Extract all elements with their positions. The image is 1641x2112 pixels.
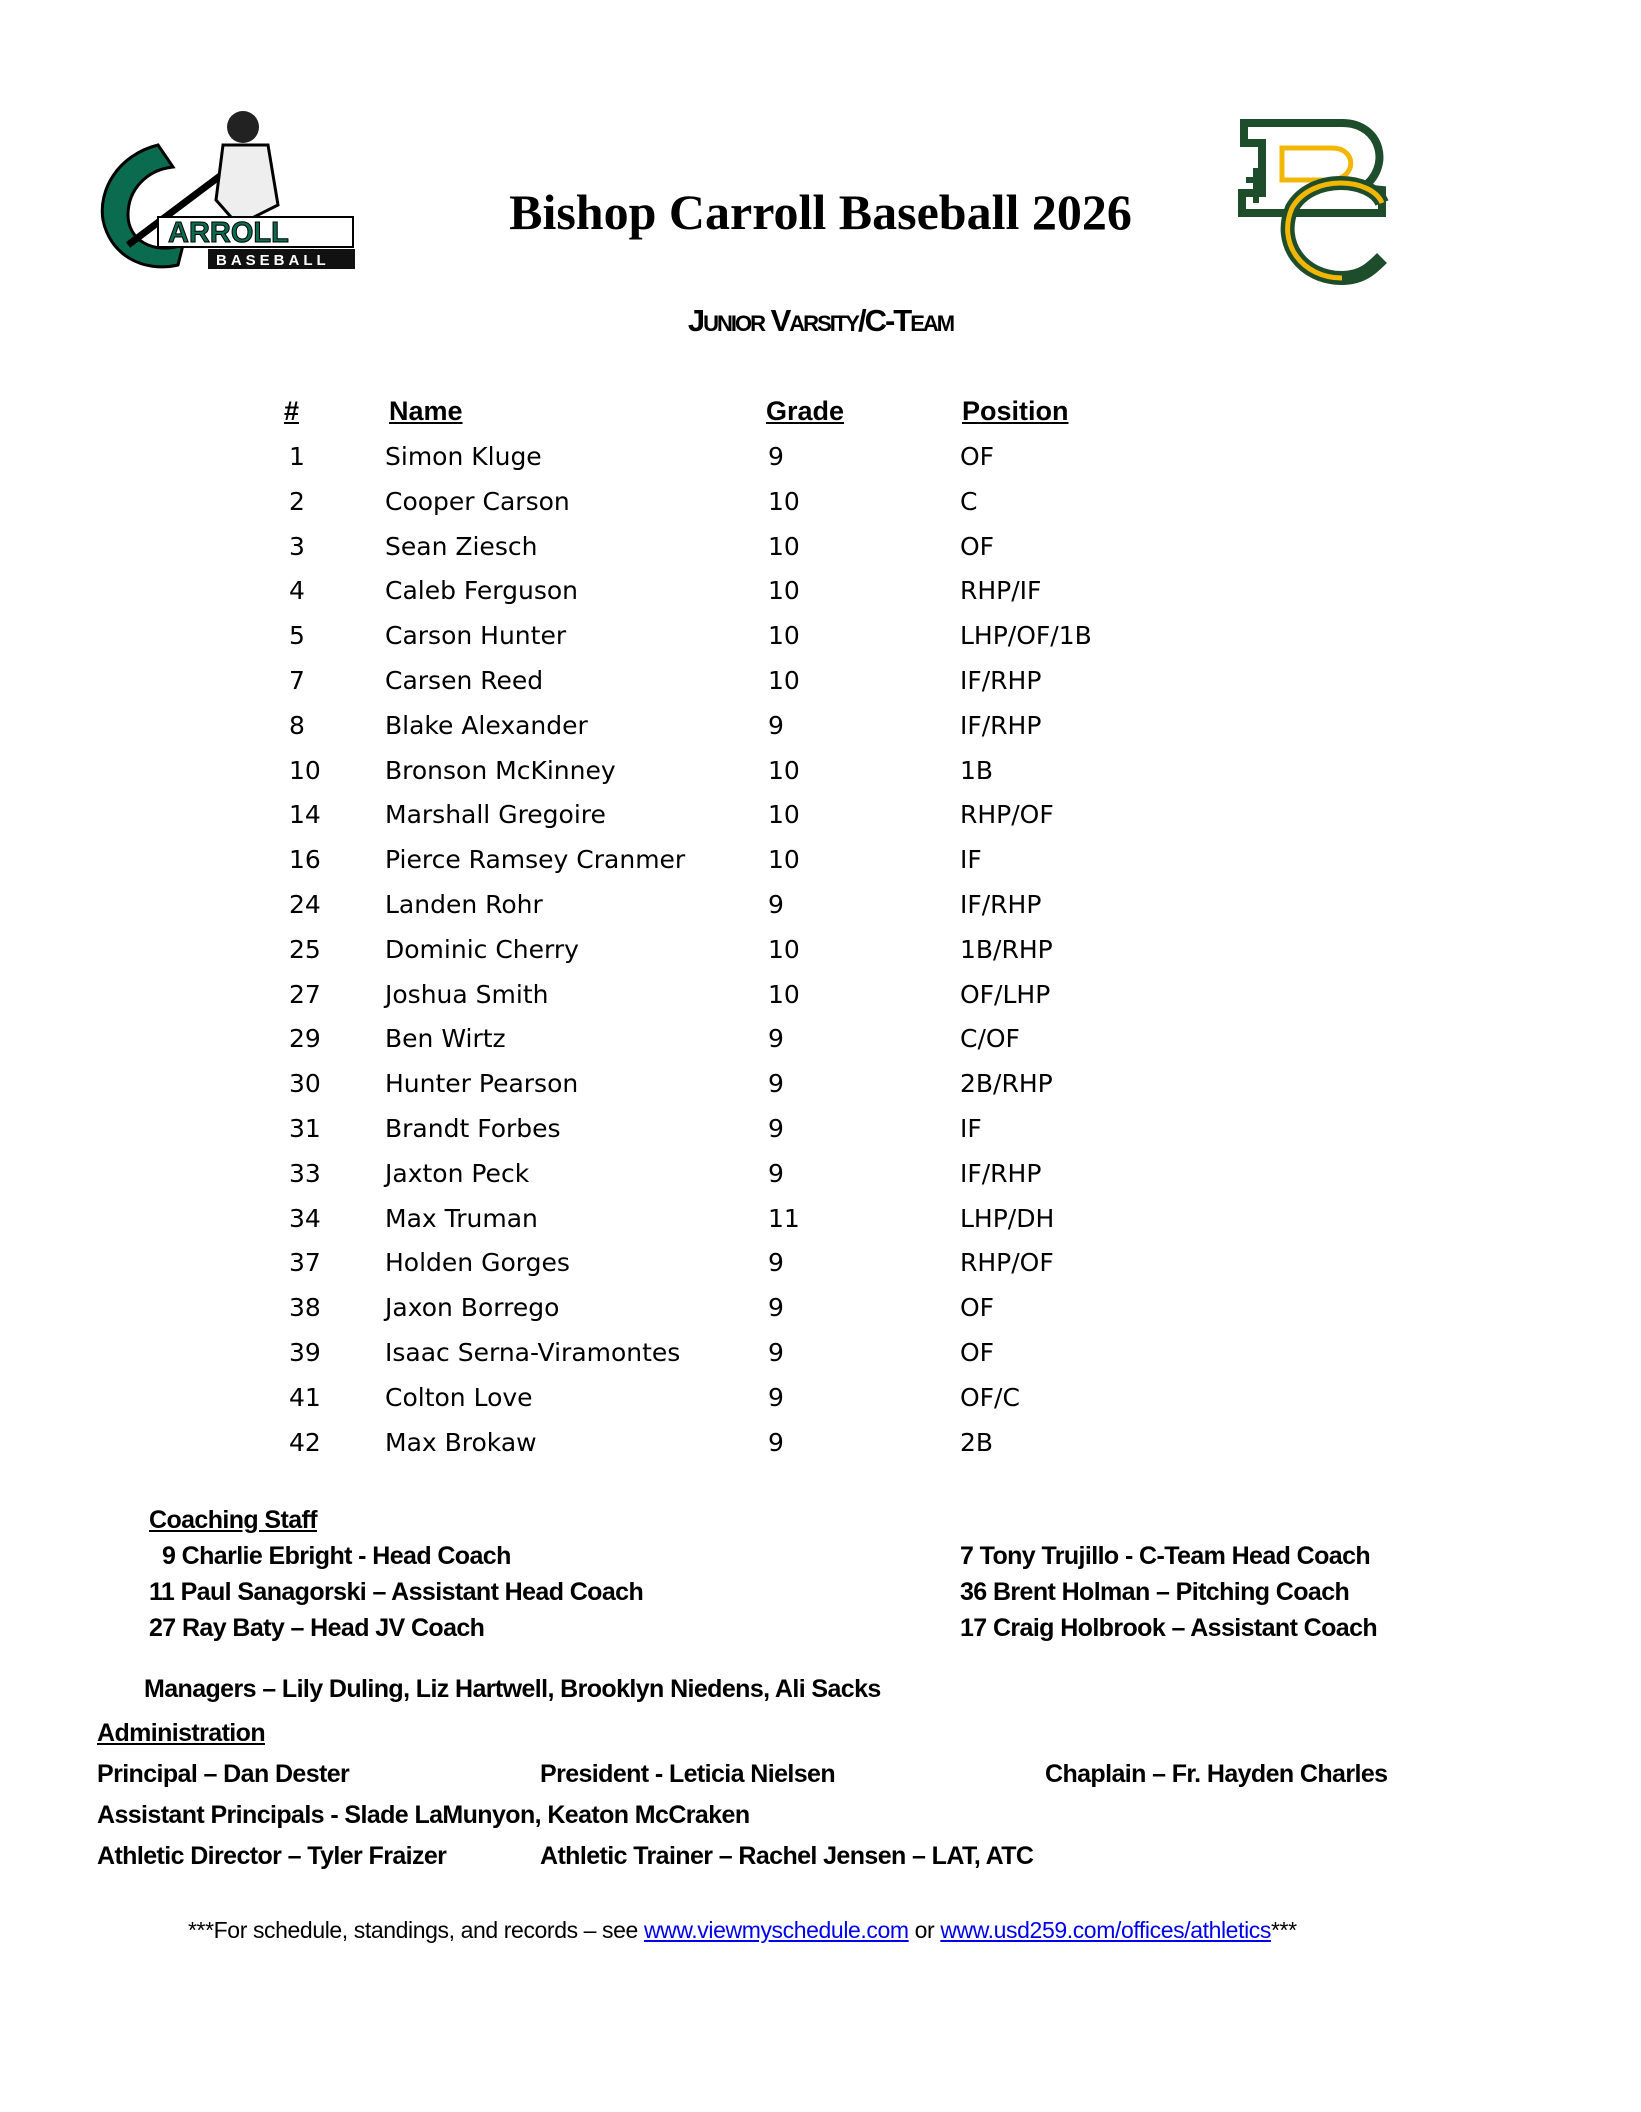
player-name: Blake Alexander (385, 710, 588, 740)
player-number: 5 (289, 621, 305, 651)
player-grade: 10 (768, 755, 800, 785)
player-grade: 10 (768, 800, 800, 830)
player-position: 2B/RHP (960, 1069, 1053, 1099)
player-number: 3 (289, 531, 305, 561)
player-name: Cooper Carson (385, 486, 570, 516)
player-number: 2 (289, 486, 305, 516)
player-grade: 9 (768, 1248, 784, 1278)
player-name: Holden Gorges (385, 1248, 570, 1278)
player-grade: 10 (768, 979, 800, 1009)
player-name: Max Brokaw (385, 1427, 537, 1457)
player-position: IF/RHP (960, 1158, 1042, 1188)
player-name: Carson Hunter (385, 621, 567, 651)
player-position: OF (960, 442, 995, 471)
footer-note (188, 1917, 1297, 1944)
player-number: 29 (289, 1024, 321, 1054)
athletic-director: Athletic Director – Tyler Fraizer (97, 1842, 447, 1870)
player-grade: 10 (768, 666, 800, 695)
player-position: 1B/RHP (960, 934, 1053, 964)
player-name: Colton Love (385, 1382, 533, 1412)
player-grade: 10 (768, 934, 800, 964)
player-grade: 11 (768, 1203, 800, 1233)
player-number: 1 (289, 442, 305, 471)
player-grade: 9 (768, 1114, 784, 1143)
player-position: LHP/DH (960, 1203, 1055, 1233)
player-position: OF (960, 1338, 995, 1367)
coach-line: 11 Paul Sanagorski – Assistant Head Coach (149, 1578, 644, 1606)
player-name: Landen Rohr (385, 890, 543, 919)
player-position: IF/RHP (960, 890, 1042, 919)
column-header-grade: Grade (766, 396, 845, 426)
player-position: OF/C (960, 1382, 1020, 1412)
player-name: Max Truman (385, 1203, 538, 1233)
column-header-name: Name (389, 396, 463, 426)
player-grade: 9 (768, 1427, 784, 1457)
player-name: Sean Ziesch (385, 531, 538, 561)
coach-line: 36 Brent Holman – Pitching Coach (960, 1578, 1350, 1606)
administration-heading: Administration (97, 1719, 265, 1747)
viewmyschedule-link[interactable]: www.viewmyschedule.com (643, 1917, 909, 1943)
coach-line: 7 Tony Trujillo - C-Team Head Coach (960, 1542, 1371, 1570)
column-header-position: Position (962, 396, 1069, 426)
player-grade: 10 (768, 486, 800, 516)
player-name: Carsen Reed (385, 666, 544, 695)
player-position: OF (960, 1293, 995, 1323)
player-position: RHP/OF (960, 1248, 1054, 1278)
svg-text:ARROLL: ARROLL (168, 217, 289, 249)
player-name: Simon Kluge (385, 442, 542, 471)
player-grade: 9 (768, 1293, 784, 1323)
player-position: C/OF (960, 1024, 1020, 1054)
player-position: OF/LHP (960, 979, 1051, 1009)
player-name: Isaac Serna-Viramontes (385, 1338, 681, 1367)
player-name: Caleb Ferguson (385, 576, 579, 606)
managers-line: Managers – Lily Duling, Liz Hartwell, Brooklyn Niedens, Ali Sacks (144, 1675, 881, 1703)
player-number: 16 (289, 845, 321, 875)
player-number: 14 (289, 800, 321, 830)
player-grade: 9 (768, 1338, 784, 1367)
player-grade: 9 (768, 1382, 784, 1412)
player-number: 24 (289, 890, 321, 919)
president: President - Leticia Nielsen (540, 1760, 836, 1788)
coach-line: 9 Charlie Ebright - Head Coach (162, 1542, 511, 1570)
player-number: 10 (289, 755, 321, 785)
player-grade: 9 (768, 890, 784, 919)
player-number: 25 (289, 934, 321, 964)
player-grade: 10 (768, 576, 800, 606)
coaching-staff-heading: Coaching Staff (149, 1506, 317, 1534)
player-position: IF (960, 845, 982, 875)
svg-text:BASEBALL: BASEBALL (216, 252, 330, 269)
player-name: Joshua Smith (385, 979, 549, 1009)
page-subtitle: Junior Varsity/C-Team (687, 303, 954, 338)
player-name: Ben Wirtz (385, 1024, 506, 1054)
player-position: IF/RHP (960, 666, 1042, 695)
coach-line: 17 Craig Holbrook – Assistant Coach (960, 1614, 1378, 1642)
coach-line: 27 Ray Baty – Head JV Coach (149, 1614, 485, 1642)
player-number: 41 (289, 1382, 321, 1412)
player-position: C (960, 486, 978, 516)
player-position: LHP/OF/1B (960, 621, 1092, 651)
player-number: 8 (289, 710, 305, 740)
player-number: 30 (289, 1069, 321, 1099)
footer-middle: or (908, 1917, 941, 1943)
player-position: 2B (960, 1427, 994, 1457)
player-name: Marshall Gregoire (385, 800, 606, 830)
player-number: 34 (289, 1203, 321, 1233)
player-name: Hunter Pearson (385, 1069, 579, 1099)
player-name: Pierce Ramsey Cranmer (385, 845, 686, 875)
player-name: Jaxton Peck (385, 1158, 530, 1188)
assistant-principals: Assistant Principals - Slade LaMunyon, Keaton McCraken (97, 1801, 750, 1829)
player-number: 37 (289, 1248, 321, 1278)
player-number: 42 (289, 1427, 321, 1457)
player-number: 33 (289, 1158, 321, 1188)
player-grade: 9 (768, 710, 784, 740)
player-position: IF (960, 1114, 982, 1143)
player-number: 38 (289, 1293, 321, 1323)
player-position: 1B (960, 755, 994, 785)
usd259-athletics-link[interactable]: www.usd259.com/offices/athletics (940, 1917, 1271, 1943)
player-grade: 10 (768, 845, 800, 875)
player-name: Jaxon Borrego (385, 1293, 560, 1323)
page-title: Bishop Carroll Baseball 2026 (509, 184, 1132, 240)
player-number: 27 (289, 979, 321, 1009)
player-grade: 9 (768, 1024, 784, 1054)
player-grade: 9 (768, 1158, 784, 1188)
footer-suffix: *** (1270, 1917, 1297, 1943)
player-number: 7 (289, 666, 305, 695)
column-header-number: # (284, 396, 300, 426)
player-grade: 10 (768, 531, 800, 561)
player-name: Bronson McKinney (385, 755, 616, 785)
player-position: OF (960, 531, 995, 561)
player-position: RHP/IF (960, 576, 1042, 606)
player-grade: 9 (768, 1069, 784, 1099)
player-name: Dominic Cherry (385, 934, 579, 964)
player-number: 4 (289, 576, 305, 606)
player-position: RHP/OF (960, 800, 1054, 830)
athletic-trainer: Athletic Trainer – Rachel Jensen – LAT, ATC (540, 1842, 1034, 1870)
footer-prefix: ***For schedule, standings, and records – see (188, 1917, 644, 1943)
player-number: 39 (289, 1338, 321, 1367)
player-position: IF/RHP (960, 710, 1042, 740)
principal: Principal – Dan Dester (97, 1760, 350, 1788)
player-grade: 10 (768, 621, 800, 651)
chaplain: Chaplain – Fr. Hayden Charles (1045, 1760, 1388, 1788)
player-name: Brandt Forbes (385, 1114, 561, 1143)
player-grade: 9 (768, 442, 784, 471)
player-number: 31 (289, 1114, 321, 1143)
